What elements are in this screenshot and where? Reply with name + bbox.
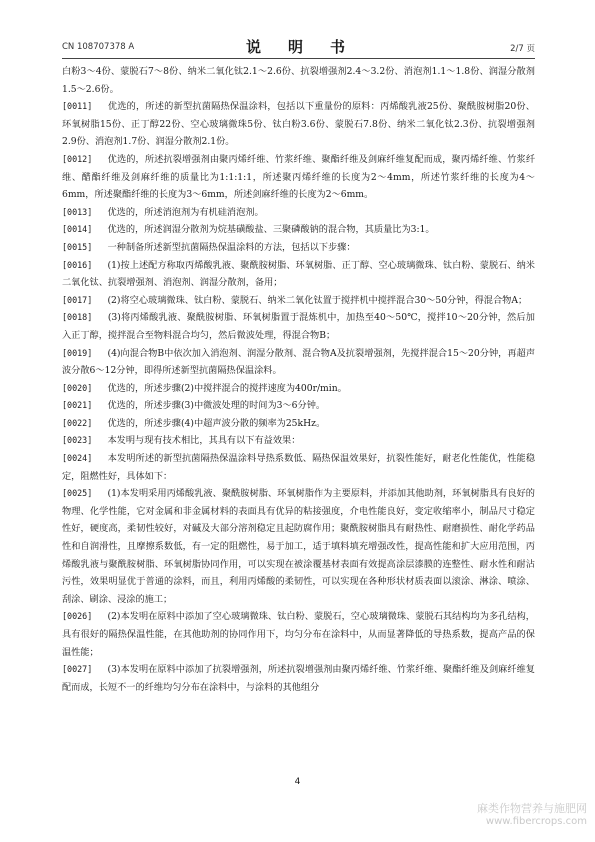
document-body: [62, 63, 535, 696]
paragraph-text: 优选的，所述步骤(4)中超声波分散的频率为25kHz。: [107, 417, 326, 429]
paragraph-0013: [62, 204, 535, 222]
paragraph-text: (3)将丙烯酸乳液、聚酰胺树脂、环氧树脂置于混炼机中，加热至40～50℃，搅拌10～20分钟，然后加入正丁醇，搅拌混合至物料混合均匀，然后微波处理，得混合物B；: [62, 312, 535, 341]
paragraph-0023: [62, 432, 535, 450]
paragraph-number: [0017]: [62, 294, 93, 305]
paragraph-number: [0016]: [62, 259, 93, 270]
paragraph-number: [0022]: [62, 417, 93, 428]
paragraph-text: 白粉3～4份、蒙脱石7～8份、纳米二氧化钛2.1～2.6份、抗裂增强剂2.4～3.2份、消泡剂1.1～1.8份、润湿分散剂1.5～2.6份。: [62, 66, 535, 95]
paragraph-number: [0024]: [62, 453, 93, 464]
paragraph-number: [0021]: [62, 400, 93, 411]
paragraph-0024: [62, 450, 535, 485]
paragraph-text: (1)按上述配方称取丙烯酸乳液、聚酰胺树脂、环氧树脂、正丁醇、空心玻璃微珠、钛白粉、蒙脱石、纳米二氧化钛、抗裂增强剂、消泡剂、润湿分散剂，备用；: [62, 259, 535, 289]
paragraph-number: [0012]: [62, 153, 93, 164]
paragraph-0014: [62, 221, 535, 239]
paragraph-number: [0019]: [62, 347, 93, 358]
paragraph-0018: [62, 309, 535, 344]
document-number: CN 108707378 A: [62, 42, 135, 52]
paragraph-text: 一种制备所述新型抗菌隔热保温涂料的方法，包括以下步骤：: [107, 241, 356, 253]
paragraph-0016: [62, 257, 535, 292]
paragraph-number: [0026]: [62, 611, 93, 622]
paragraph-number: [0014]: [62, 224, 93, 235]
paragraph-text: 优选的，所述抗裂增强剂由聚丙烯纤维、竹浆纤维、聚酯纤维及剑麻纤维复配而成，聚丙烯纤维、竹浆纤维、醋酯纤维及剑麻纤维的质量比为1:1:1:1，所述聚丙烯纤维的长度为2～4mm，所述竹浆纤维的长度为4～6mm，所述聚酯纤维的长度为3～6mm，所述剑麻纤维的长度为2～6mm。: [62, 153, 536, 201]
paragraph-number: [0011]: [62, 101, 93, 112]
paragraph-number: [0023]: [62, 435, 93, 446]
paragraph-text: 本发明所述的新型抗菌隔热保温涂料导热系数低、隔热保温效果好，抗裂性能好，耐老化性能优，性能稳定，阻燃性好，具体如下：: [62, 453, 536, 482]
paragraph-number: [0018]: [62, 312, 93, 323]
page-number: 4: [294, 777, 301, 787]
paragraph-text: 本发明与现有技术相比，其具有以下有益效果：: [107, 435, 301, 447]
document-title: 说 明 书: [245, 38, 351, 56]
paragraph-0027: [62, 661, 535, 696]
paragraph-0025: [62, 485, 535, 608]
paragraph-number: [0015]: [62, 241, 93, 252]
paragraph-0019: [62, 345, 535, 380]
paragraph-0020: [62, 380, 535, 398]
paragraph-text: (2)本发明在原料中添加了空心玻璃微珠、钛白粉、蒙脱石，空心玻璃微珠、蒙脱石其结构均为多孔结构，具有很好的隔热保温性能，在其他助剂的协同作用下，均匀分布在涂料中，从而显著降低的导热系数，提高产品的保温性能；: [62, 611, 535, 658]
paragraph-0015: [62, 239, 535, 257]
paragraph-number: [0013]: [62, 206, 93, 217]
paragraph-text: 优选的，所述步骤(2)中搅拌混合的搅拌速度为400r/min。: [107, 382, 347, 394]
paragraph-continued: [62, 63, 535, 98]
paragraph-number: [0025]: [62, 488, 93, 499]
paragraph-0011: [62, 98, 535, 151]
page-header: [62, 36, 535, 56]
watermark-url: www.fibercrops.com: [485, 816, 587, 827]
watermark-site-name: 麻类作物营养与施肥网: [477, 802, 587, 815]
paragraph-number: [0020]: [62, 382, 93, 393]
paragraph-text: 优选的，所述润湿分散剂为烷基磺酸盐、三聚磷酸钠的混合物，其质量比为3:1。: [107, 224, 435, 236]
paragraph-0026: [62, 608, 535, 661]
paragraph-text: (1)本发明采用丙烯酸乳液、聚酰胺树脂、环氧树脂作为主要原料，并添加其他助剂，环氧树脂具有良好的物理、化学性能，它对金属和非金属材料的表面具有优异的粘接强度，介电性能良好，变定收缩率小，制品尺寸稳定性好，硬度高，柔韧性较好，对碱及大部分溶剂稳定且起防腐作用；聚酰胺树脂具有耐热性、耐磨损性、耐化学药品性和自润滑性，且摩擦系数低，有一定的阻燃性，易于加工，适于填料填充增强改性，提高性能和扩大应用范围，丙烯酸乳液与聚酰胺树脂、环氧树脂协同作用，可以实现在被涂覆基材表面有效提高涂层漆膜的连整性、耐水性和耐沾污性，效果明显优于普通的涂料，而且，利用丙烯酸的柔韧性，可以实现在各种形状材质表面以滚涂、淋涂、喷涂、刮涂、刷涂、浸涂的施工；: [62, 488, 535, 605]
paragraph-0022: [62, 415, 535, 433]
paragraph-text: 优选的，所述的新型抗菌隔热保温涂料，包括以下重量份的原料：丙烯酸乳液25份、聚酰胺树脂20份、环氧树脂15份、正丁醇22份、空心玻璃微珠5份、钛白粉3.6份、蒙脱石7.8份、纳米二氧化钛2.3份、抗裂增强剂2.9份、消泡剂1.7份、润湿分散剂2.1份。: [62, 101, 535, 148]
header-divider: [62, 58, 535, 59]
paragraph-number: [0027]: [62, 664, 93, 675]
paragraph-0021: [62, 397, 535, 415]
paragraph-text: 优选的，所述步骤(3)中微波处理的时间为3～6分钟。: [107, 400, 326, 412]
paragraph-0017: [62, 292, 535, 310]
paragraph-text: (4)向混合物B中依次加入消泡剂、润湿分散剂、混合物A及抗裂增强剂，先搅拌混合15～20分钟，再超声波分散6～12分钟，即得所述新型抗菌隔热保温涂料。: [62, 347, 535, 377]
paragraph-text: (2)将空心玻璃微珠、钛白粉、蒙脱石、纳米二氧化钛置于搅拌机中搅拌混合30～50分钟，得混合物A；: [107, 294, 528, 306]
paragraph-0012: [62, 151, 535, 204]
page-indicator: 2/7 页: [510, 44, 535, 54]
paragraph-text: (3)本发明在原料中添加了抗裂增强剂，所述抗裂增强剂由聚丙烯纤维、竹浆纤维、聚酯纤维及剑麻纤维复配而成，长短不一的纤维均匀分布在涂料中，与涂料的其他组分: [62, 664, 535, 693]
site-watermark: [477, 802, 587, 828]
paragraph-text: 优选的，所述消泡剂为有机硅消泡剂。: [107, 206, 264, 218]
